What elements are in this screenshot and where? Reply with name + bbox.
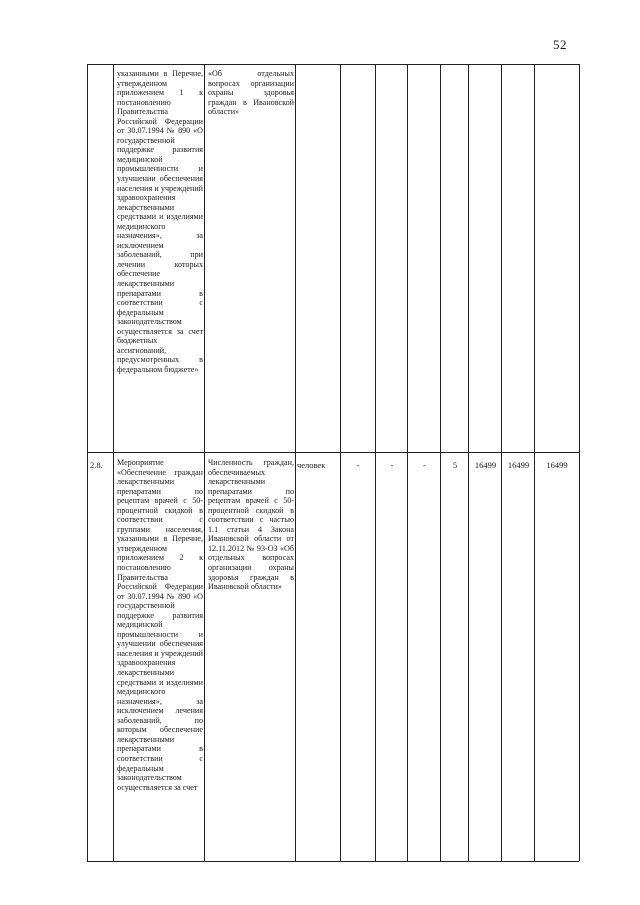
value-cell: 16499 bbox=[546, 460, 568, 470]
col-border-2019 bbox=[534, 64, 535, 861]
col-border-2014 bbox=[375, 64, 376, 861]
value-cell: - bbox=[423, 460, 426, 470]
col-border-2015 bbox=[407, 64, 408, 861]
col-border-measure bbox=[204, 64, 205, 861]
value-cell: 16499 bbox=[507, 460, 530, 470]
row-number: 2.8. bbox=[90, 460, 103, 470]
col-border-unit bbox=[340, 64, 341, 861]
table-bottom-border bbox=[87, 861, 579, 862]
measure-text: Мероприятие «Обеспечение граждан лекарственными препаратами по рецептам врачей с 50-процентной скидкой в соответствии с группами населения, указанными в Перечне, утвержденном приложением 2 к постановлению Правительства Российской Федерации от 30.07.1994 № 890 «О государственной поддержке развития медицинской промышленности и улучшении обеспечения населения и учреждений здравоохранения лекарственными средствами и изделиями медицинского назначения», за исключением лечения заболеваний, по которым обеспечение лекарственными препаратами в соответствии с федеральным законодательством осуществляется за счет bbox=[117, 458, 203, 792]
measure-text-continued: указанными в Перечне, утвержденном приложением 1 к постановлению Правительства Российской Федерации от 30.07.1994 № 890 «О государственной поддержке развития медицинской промышленности и улучшении обеспечения населения и учреждений здравоохранения лекарственными средствами и изделиями медицинского назначения», за исключением заболеваний, при лечении которых обеспечение лекарственными препаратами в соответствии с федеральным законодательством осуществляется за счет бюджетных ассигнований, предусмотренных в федеральном бюджете» bbox=[117, 69, 203, 374]
table-top-border bbox=[87, 64, 579, 65]
page-number: 52 bbox=[553, 37, 567, 52]
col-border-left bbox=[87, 64, 88, 861]
col-border-2016 bbox=[440, 64, 441, 861]
row-separator bbox=[87, 452, 579, 453]
col-border-right bbox=[579, 64, 580, 861]
col-border-num bbox=[113, 64, 114, 861]
indicator-text: Численность граждан, обеспечиваемых лекарственными препаратами по рецептам врачей с 50-процентной скидкой в соответствии с частью 1.1 статьи 4 Закона Ивановской области от 12.11.2012 № 93-ОЗ «Об отдельных вопросах организации охраны здоровья граждан в Ивановской области» bbox=[208, 458, 294, 592]
value-cell: - bbox=[356, 460, 360, 470]
unit-cell: человек bbox=[297, 460, 326, 470]
col-border-2018 bbox=[501, 64, 502, 861]
indicator-text-continued: «Об отдельных вопросах организации охраны здоровья граждан в Ивановской области» bbox=[208, 69, 294, 117]
col-border-indicator bbox=[295, 64, 296, 861]
col-border-2017 bbox=[468, 64, 469, 861]
value-cell: 16499 bbox=[474, 460, 497, 470]
value-cell: - bbox=[390, 460, 394, 470]
value-cell: 5 bbox=[452, 460, 458, 470]
